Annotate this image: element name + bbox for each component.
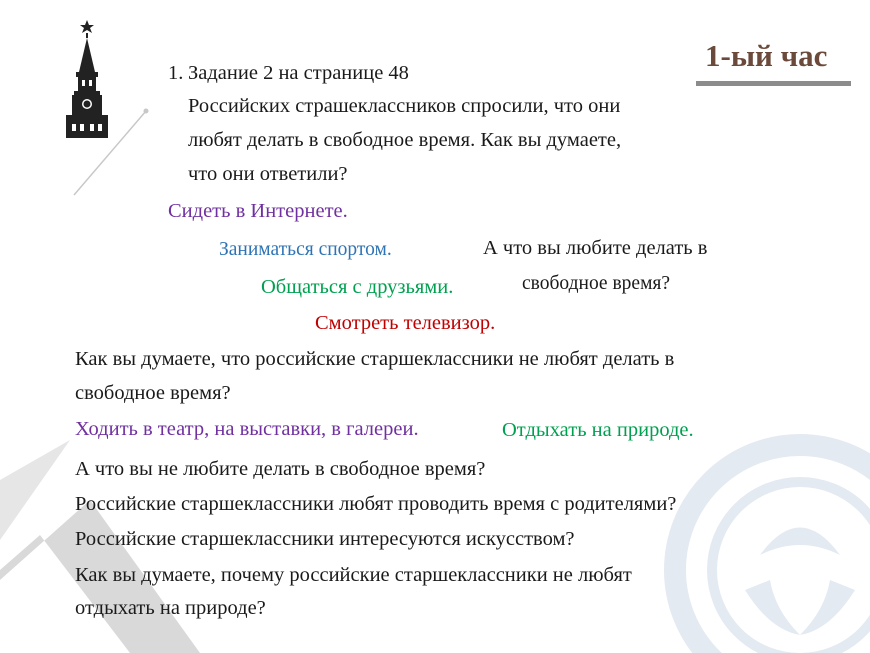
side-question-line: А что вы любите делать в	[483, 237, 708, 259]
answer-like-item: Смотреть телевизор.	[315, 312, 496, 334]
hands-emblem-watermark-icon	[650, 420, 870, 653]
section-title: 1-ый час	[705, 38, 828, 73]
question-line: отдыхать на природе?	[75, 597, 266, 619]
title-underline	[696, 81, 851, 86]
question-line: Российские старшеклассники любят проводить время с родителями?	[75, 493, 677, 515]
side-question-line: свободное время?	[522, 273, 671, 294]
answer-dislike-item: Ходить в театр, на выставки, в галереи.	[75, 418, 419, 440]
answer-like-item: Сидеть в Интернете.	[168, 200, 348, 222]
answer-dislike-item: Отдыхать на природе.	[502, 419, 694, 441]
task-text-line: Российских страшеклассников спросили, что они	[188, 95, 621, 117]
answer-like-item: Общаться с друзьями.	[261, 276, 454, 298]
answer-like-item: Заниматься спортом.	[219, 239, 392, 260]
question-line: Российские старшеклассники интересуются искусством?	[75, 528, 575, 550]
task-text-line: любят делать в свободное время. Как вы думаете,	[188, 129, 622, 151]
task-title: Задание 2 на странице 48	[188, 62, 409, 84]
question-line: Как вы думаете, почему российские старшеклассники не любят	[75, 564, 632, 586]
decorative-diagonal-line	[70, 105, 150, 200]
task-number: 1.	[168, 62, 184, 84]
question-dislike-line: свободное время?	[75, 382, 231, 404]
task-text-line: что они ответили?	[188, 163, 348, 185]
question-line: А что вы не любите делать в свободное время?	[75, 458, 486, 480]
question-dislike-line: Как вы думаете, что российские старшеклассники не любят делать в	[75, 348, 675, 370]
